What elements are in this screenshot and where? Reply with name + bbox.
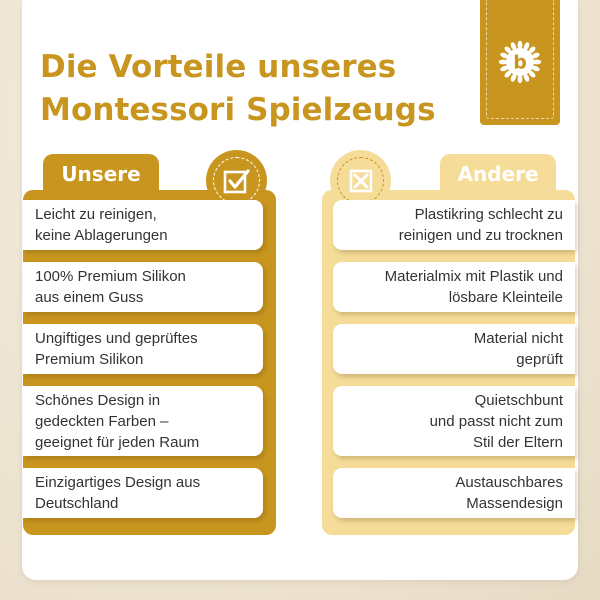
title-line-2: Montessori Spielzeugs [40, 92, 436, 128]
item-line: Plastikring schlecht zu [414, 206, 563, 223]
right-badge-stitch [337, 157, 384, 204]
item-line: Ungiftiges und geprüftes [35, 330, 198, 347]
list-item [333, 468, 575, 518]
item-line: keine Ablagerungen [35, 227, 168, 244]
item-line: Deutschland [35, 495, 119, 512]
list-item [23, 324, 263, 374]
list-item [333, 200, 575, 250]
item-line: Schönes Design in [35, 391, 161, 409]
logo-letter: b [513, 51, 527, 74]
item-line: 100% Premium Silikon [35, 268, 186, 285]
checkbox-checked-icon [222, 166, 252, 196]
list-item [333, 386, 575, 456]
item-line: Material nicht [473, 330, 563, 347]
item-line: Quietschbunt [474, 391, 563, 409]
logo-petal [518, 75, 523, 83]
logo-petal [518, 41, 523, 49]
logo-petal [533, 60, 541, 65]
item-line: geeignet für jeden Raum [35, 433, 200, 451]
item-line: reinigen und zu trocknen [398, 227, 563, 244]
item-line: gedeckten Farben – [35, 412, 169, 430]
brand-ribbon [480, 0, 560, 125]
item-line: Premium Silikon [35, 351, 144, 368]
item-line: aus einem Guss [35, 289, 144, 306]
page-title [40, 46, 460, 132]
title-line-1: Die Vorteile unseres [40, 49, 397, 85]
list-item [333, 324, 575, 374]
list-item [23, 386, 263, 456]
item-line: und passt nicht zum [429, 412, 563, 430]
item-line: Materialmix mit Plastik und [384, 268, 563, 285]
list-item [333, 262, 575, 312]
list-item [23, 200, 263, 250]
left-badge-stitch [213, 157, 260, 204]
item-line: geprüft [516, 351, 563, 368]
item-line: Stil der Eltern [472, 433, 563, 451]
list-item [23, 468, 263, 518]
list-item [23, 262, 263, 312]
tab-unsere: Unsere [43, 154, 159, 194]
tab-andere: Andere [440, 154, 556, 194]
item-line: Leicht zu reinigen, [35, 206, 157, 223]
b-flower-logo-icon [496, 38, 544, 86]
item-line: lösbare Kleinteile [448, 289, 563, 306]
item-line: Einzigartiges Design aus [35, 474, 201, 491]
item-line: Austauschbares [455, 474, 563, 491]
item-line: Massendesign [466, 495, 563, 512]
logo-petal [499, 60, 507, 65]
checkbox-crossed-icon [346, 166, 376, 196]
